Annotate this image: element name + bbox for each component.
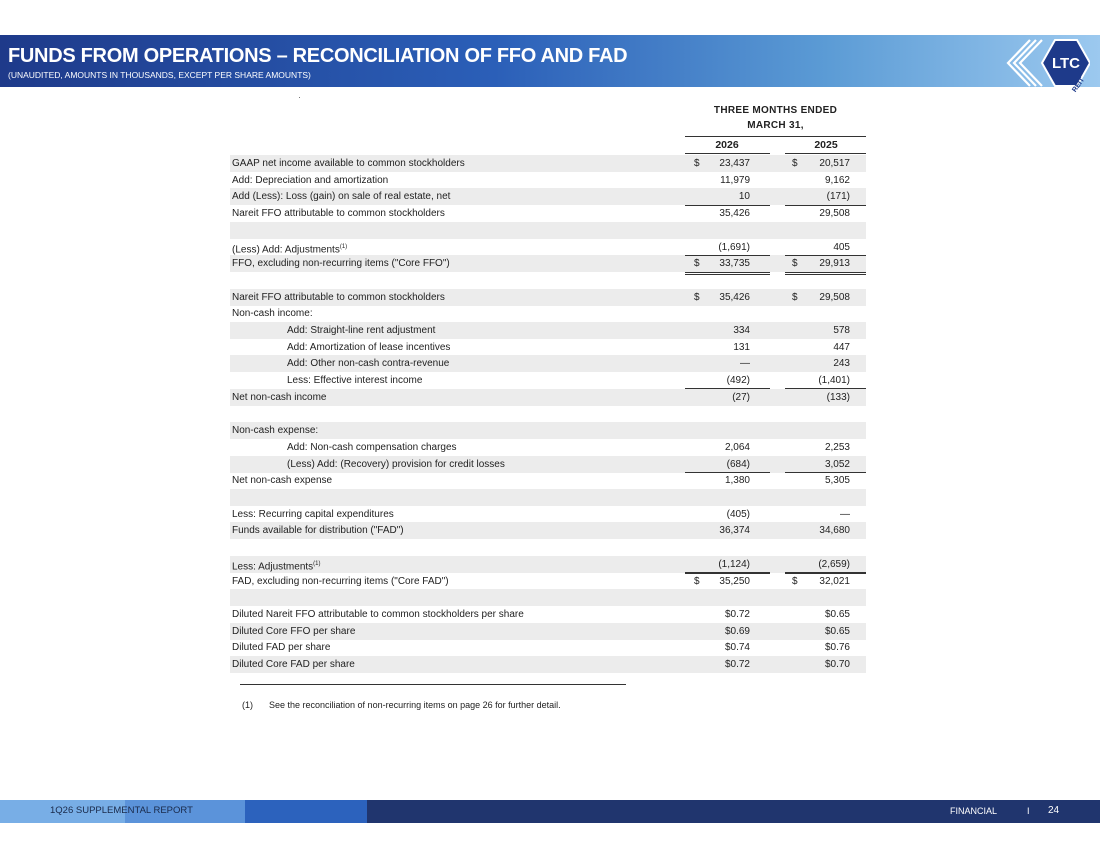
page-number: 24	[1048, 805, 1060, 816]
dollar-sign: $	[694, 291, 700, 303]
value-2026: 131	[733, 341, 750, 353]
table-row	[230, 155, 866, 172]
report-name: 1Q26 SUPPLEMENTAL REPORT	[50, 805, 193, 816]
row-label: Non-cash expense:	[232, 425, 319, 437]
value-2026: 35,250	[719, 575, 750, 587]
footnote-rule	[240, 684, 626, 685]
row-label: Net non-cash expense	[232, 475, 333, 487]
value-2026: 11,979	[720, 174, 750, 186]
row-label: Diluted Core FFO per share	[232, 625, 356, 637]
value-2025: (133)	[826, 391, 850, 403]
table-row	[230, 439, 866, 456]
value-2026: —	[740, 358, 750, 370]
total-top-rule	[685, 255, 770, 256]
table-row	[230, 222, 866, 239]
row-label: Add: Depreciation and amortization	[232, 174, 389, 186]
value-2026: $0.74	[724, 642, 750, 654]
value-2025: (171)	[826, 191, 850, 203]
value-2026: 33,735	[719, 258, 750, 270]
dollar-sign: $	[694, 258, 700, 270]
table-row	[230, 506, 866, 523]
row-label: Add (Less): Loss (gain) on sale of real estate, net	[232, 191, 451, 203]
row-label: Add: Amortization of lease incentives	[287, 341, 451, 353]
table-row	[230, 522, 866, 539]
footnote-ref: (1)	[339, 243, 348, 250]
table-row	[230, 623, 866, 640]
year-2026-header: 2026	[715, 139, 739, 151]
stray-dot	[299, 97, 300, 98]
row-label: Non-cash income:	[232, 308, 313, 320]
table-row	[230, 472, 866, 489]
value-2025: 2,253	[824, 441, 850, 453]
table-row	[230, 188, 866, 205]
row-label: Net non-cash income	[232, 391, 327, 403]
period-header-line2: MARCH 31,	[747, 120, 804, 131]
row-label: Less: Recurring capital expenditures	[232, 508, 394, 520]
value-2026: (27)	[732, 391, 750, 403]
value-2025: —	[840, 508, 850, 520]
row-label: Add: Straight-line rent adjustment	[287, 325, 436, 336]
svg-text:REIT: REIT	[1071, 76, 1087, 94]
value-2026: $0.69	[724, 625, 750, 637]
value-2026: $0.72	[724, 608, 750, 620]
row-label: Diluted FAD per share	[232, 642, 331, 654]
dollar-sign: $	[694, 158, 700, 169]
footer-accent	[245, 800, 367, 823]
footnote-text: See the reconciliation of non-recurring items on page 26 for further detail.	[269, 700, 561, 710]
value-2025: $0.65	[824, 608, 850, 620]
row-label: (Less) Add: Adjustments$^{(1)}$	[232, 243, 348, 255]
value-2025: 34,680	[819, 525, 850, 537]
value-2025: 32,021	[819, 575, 850, 587]
period-header-line1: THREE MONTHS ENDED	[713, 105, 838, 116]
footnote	[242, 700, 561, 710]
table-row	[230, 456, 866, 473]
title-banner	[0, 35, 1100, 87]
value-2026: 10	[738, 191, 750, 203]
table-row	[230, 372, 866, 389]
svg-text:LTC: LTC	[1051, 55, 1081, 72]
table-row	[230, 406, 866, 423]
row-label: Nareit FFO attributable to common stockholders	[232, 291, 445, 303]
row-label: (Less) Add: (Recovery) provision for credit losses	[287, 458, 505, 470]
table-row	[230, 289, 866, 306]
footer-bar	[0, 800, 1100, 823]
table-row	[230, 355, 866, 372]
dollar-sign: $	[792, 291, 798, 303]
footer-separator: I	[1027, 806, 1030, 816]
row-label: Nareit FFO attributable to common stockholders	[232, 208, 445, 220]
table-row	[230, 489, 866, 506]
header-rule	[685, 136, 866, 137]
value-2025: 243	[833, 358, 850, 370]
value-2026: 23,437	[719, 158, 750, 169]
year-underline	[785, 153, 866, 154]
value-2025: (2,659)	[818, 558, 850, 570]
value-2025: 29,508	[819, 291, 850, 303]
dollar-sign: $	[694, 575, 700, 587]
table-row	[230, 639, 866, 656]
value-2026: 36,374	[719, 525, 750, 537]
table-row	[230, 589, 866, 606]
dollar-sign: $	[792, 575, 798, 587]
table-row	[230, 322, 866, 339]
table-row	[230, 172, 866, 189]
value-2025: 5,305	[824, 475, 850, 487]
row-label: Add: Non-cash compensation charges	[287, 441, 457, 453]
value-2025: 578	[833, 325, 850, 336]
year-2025-header: 2025	[814, 139, 838, 151]
value-2026: (1,691)	[718, 241, 750, 253]
table-row	[230, 656, 866, 673]
row-label: Less: Effective interest income	[287, 375, 423, 387]
dollar-sign: $	[792, 258, 798, 270]
table-row	[230, 556, 866, 573]
section-name: FINANCIAL	[950, 806, 998, 816]
value-2025: $0.65	[824, 625, 850, 637]
row-label: FFO, excluding non-recurring items ("Core FFO")	[232, 258, 450, 270]
value-2025: 447	[833, 341, 850, 353]
row-label: Diluted Core FAD per share	[232, 659, 355, 670]
row-label: FAD, excluding non-recurring items ("Core FAD")	[232, 575, 449, 587]
value-2026: $0.72	[724, 659, 750, 670]
value-2025: $0.76	[824, 642, 850, 654]
table-row	[230, 573, 866, 590]
year-underline	[685, 153, 770, 154]
value-2026: 35,426	[719, 208, 750, 220]
table-row	[230, 239, 866, 256]
dollar-sign: $	[792, 158, 798, 169]
footnote-number: (1)	[242, 700, 253, 710]
table-row	[230, 272, 866, 289]
value-2025: (1,401)	[818, 375, 850, 387]
value-2026: 2,064	[724, 441, 750, 453]
value-2025: 3,052	[824, 458, 850, 470]
row-label: Less: Adjustments$^{(1)}$	[232, 560, 321, 573]
table-row	[230, 389, 866, 406]
value-2025: 29,508	[819, 208, 850, 220]
total-top-rule	[785, 255, 866, 256]
value-2026: (684)	[726, 458, 750, 470]
row-label: Add: Other non-cash contra-revenue	[287, 358, 450, 370]
page-subtitle: (UNAUDITED, AMOUNTS IN THOUSANDS, EXCEPT PER SHARE AMOUNTS)	[8, 70, 311, 80]
table-row	[230, 305, 866, 322]
footnote-ref: (1)	[313, 560, 321, 567]
value-2025: $0.70	[824, 659, 850, 670]
total-top-rule	[785, 573, 866, 574]
value-2025: 405	[833, 241, 850, 253]
row-label: Diluted Nareit FFO attributable to common stockholders per share	[232, 608, 524, 620]
table-row	[230, 422, 866, 439]
value-2026: (492)	[726, 375, 750, 387]
value-2026: (405)	[726, 508, 750, 520]
total-top-rule	[685, 573, 770, 574]
row-label: Funds available for distribution ("FAD")	[232, 525, 404, 537]
ltc-reit-logo	[1000, 32, 1090, 94]
table-row	[230, 539, 866, 556]
value-2025: 29,913	[819, 258, 850, 270]
value-2026: 334	[733, 325, 750, 336]
table-row	[230, 606, 866, 623]
table-row	[230, 339, 866, 356]
value-2026: 1,380	[724, 475, 750, 487]
value-2025: 9,162	[824, 174, 850, 186]
table-row	[230, 255, 866, 272]
row-label: GAAP net income available to common stockholders	[232, 158, 465, 169]
value-2026: (1,124)	[718, 558, 750, 570]
page-title: FUNDS FROM OPERATIONS – RECONCILIATION OF FFO AND FAD	[8, 45, 628, 67]
table-row	[230, 205, 866, 222]
value-2025: 20,517	[819, 158, 850, 169]
value-2026: 35,426	[719, 291, 750, 303]
